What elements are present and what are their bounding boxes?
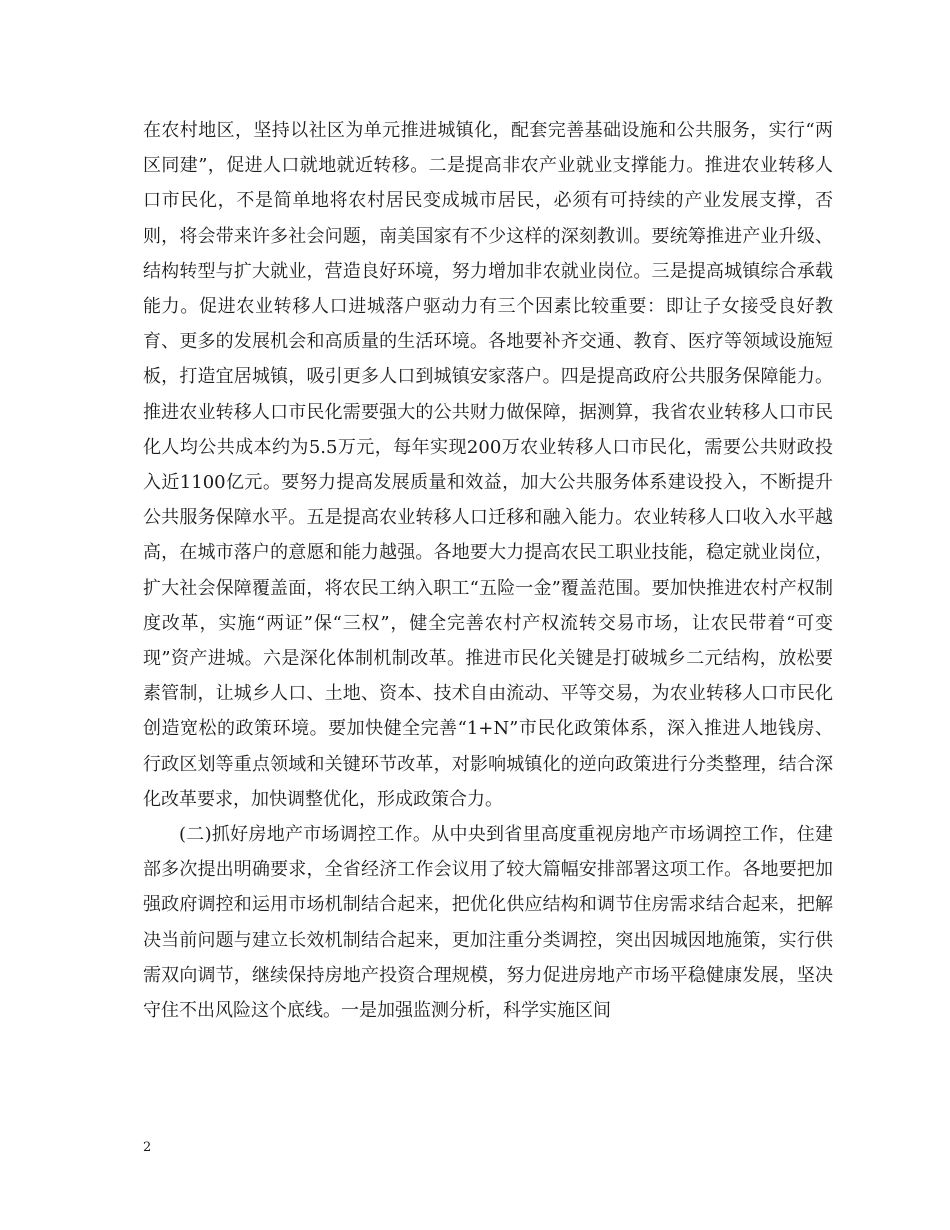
document-body xyxy=(143,113,833,1028)
paragraph-real-estate: (二)抓好房地产市场调控工作。从中央到省里高度重视房地产市场调控工作，住建部多次提出明确要求，全省经济工作会议用了较大篇幅安排部署这项工作。各地要把加强政府调控和运用市场机制结合起来，把优化供应结构和调节住房需求结合起来，把解决当前问题与建立长效机制结合起来，更加注重分类调控，突出因城因地施策，实行供需双向调节，继续保持房地产投资合理规模，努力促进房地产市场平稳健康发展，坚决守住不出风险这个底线。一是加强监测分析，科学实施区间 xyxy=(143,824,833,1022)
page-number: 2 xyxy=(143,1140,152,1155)
paragraph-urbanization: 在农村地区，坚持以社区为单元推进城镇化，配套完善基础设施和公共服务，实行“两区同建”，促进人口就地就近转移。二是提高非农产业就业支撑能力。推进农业转移人口市民化，不是简单地将农村居民变成城市居民，必须有可持续的产业发展支撑，否则，将会带来许多社会问题，南美国家有不少这样的深刻教训。要统筹推进产业升级、结构转型与扩大就业，营造良好环境，努力增加非农就业岗位。三是提高城镇综合承载能力。促进农业转移人口进城落户驱动力有三个因素比较重要：即让子女接受良好教育、更多的发展机会和高质量的生活环境。各地要补齐交通、教育、医疗等领域设施短板，打造宜居城镇，吸引更多人口到城镇安家落户。四是提高政府公共服务保障能力。推进农业转移人口市民化需要强大的公共财力做保障，据测算，我省农业转移人口市民化人均公共成本约为5.5万元，每年实现200万农业转移人口市民化，需要公共财政投入近1100亿元。要努力提高发展质量和效益，加大公共服务体系建设投入，不断提升公共服务保障水平。五是提高农业转移人口迁移和融入能力。农业转移人口收入水平越高，在城市落户的意愿和能力越强。各地要大力提高农民工职业技能，稳定就业岗位，扩大社会保障覆盖面，将农民工纳入职工“五险一金”覆盖范围。要加快推进农村产权制度改革，实施“两证”保“三权”，健全完善农村产权流转交易市场，让农民带着“可变现”资产进城。六是深化体制机制改革。推进市民化关键是打破城乡二元结构，放松要素管制，让城乡人口、土地、资本、技术自由流动、平等交易，为农业转移人口市民化创造宽松的政策环境。要加快健全完善“1+N”市民化政策体系，深入推进人地钱房、行政区划等重点领域和关键环节改革，对影响城镇化的逆向政策进行分类整理，结合深化改革要求，加快调整优化，形成政策合力。 xyxy=(143,120,833,810)
